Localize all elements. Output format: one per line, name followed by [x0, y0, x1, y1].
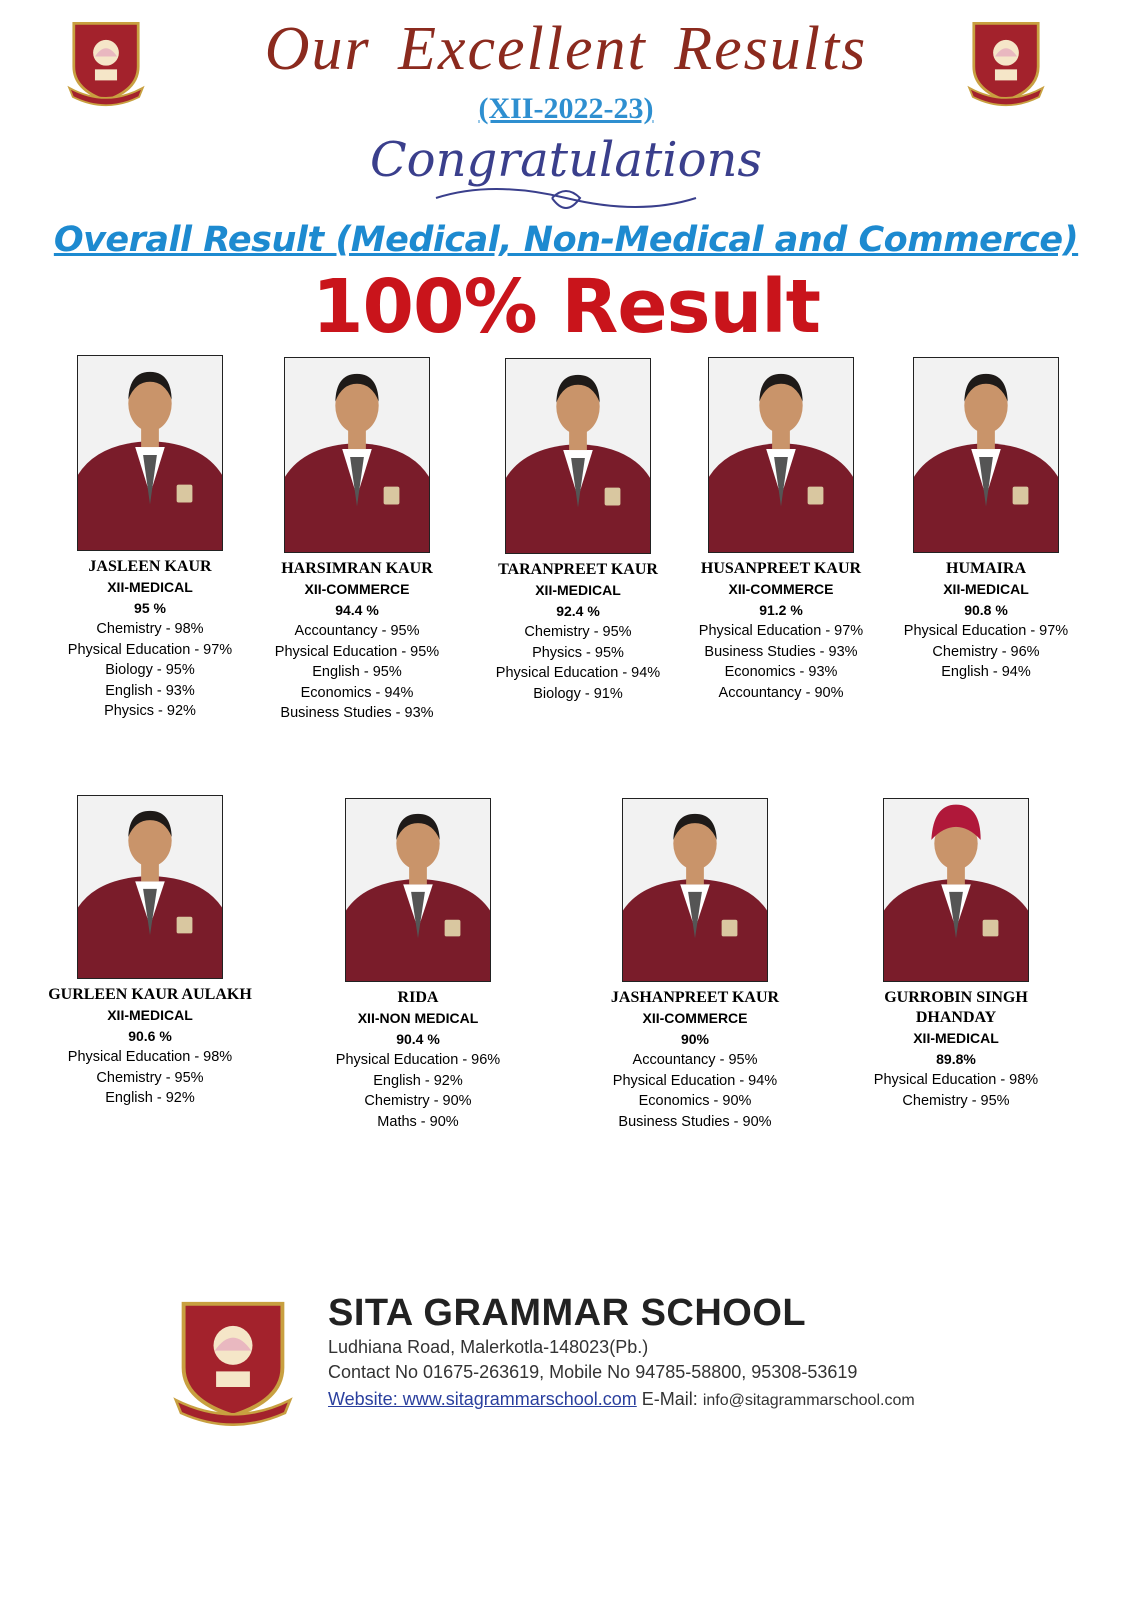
student-photo [77, 355, 223, 551]
subject-score: Physical Education - 97% [903, 623, 1069, 639]
student-name: RIDA [397, 989, 439, 1006]
student-class: XII-MEDICAL [943, 581, 1029, 597]
email-label: E-Mail: [641, 1389, 698, 1409]
subject-score: Physics - 92% [104, 703, 196, 719]
student-photo [284, 357, 430, 553]
session-label: (XII-2022-23) [478, 92, 654, 125]
school-name: SITA GRAMMAR SCHOOL [328, 1292, 807, 1334]
student-photo [883, 798, 1029, 982]
subject-score: Accountancy - 95% [632, 1052, 758, 1068]
student-card [247, 357, 467, 724]
student-class: XII-COMMERCE [304, 581, 410, 597]
student-percentage: 90.6 % [128, 1028, 172, 1044]
flourish-icon [432, 178, 700, 218]
student-percentage: 91.2 % [759, 602, 803, 618]
subject-score: Accountancy - 95% [294, 623, 420, 639]
student-card [40, 795, 260, 1109]
subject-score: Physical Education - 94% [495, 665, 661, 681]
student-percentage: 95 % [134, 600, 166, 616]
subject-score: Physical Education - 97% [67, 641, 233, 658]
subject-score: Biology - 95% [105, 662, 195, 678]
student-name: HUSANPREET KAUR [700, 560, 862, 577]
subject-score: Chemistry - 90% [364, 1093, 472, 1109]
page-title: Our Excellent Results [264, 15, 868, 83]
subject-score: English - 95% [312, 664, 402, 680]
student-percentage: 89.8% [936, 1051, 976, 1067]
student-card [671, 357, 891, 703]
subject-score: Physical Education - 98% [873, 1072, 1039, 1088]
email-address[interactable]: info@sitagrammarschool.com [702, 1392, 915, 1409]
student-class: XII-COMMERCE [642, 1010, 748, 1026]
subject-score: Business Studies - 93% [280, 705, 434, 721]
student-name: HARSIMRAN KAUR [281, 560, 433, 577]
student-photo [622, 798, 768, 982]
student-class: XII-COMMERCE [728, 581, 834, 597]
student-name: HUMAIRA [946, 560, 1026, 577]
student-name: JASLEEN KAUR [88, 558, 212, 575]
congratulations-text: Congratulations [369, 132, 763, 188]
school-address: Ludhiana Road, Malerkotla-148023(Pb.) [328, 1337, 649, 1357]
student-name: GURLEEN KAUR AULAKH [48, 986, 252, 1003]
student-class: XII-MEDICAL [913, 1030, 999, 1046]
subject-score: Physical Education - 97% [698, 623, 864, 639]
subject-score: English - 92% [373, 1072, 463, 1089]
subject-score: Physics - 95% [532, 644, 624, 661]
subject-score: Business Studies - 90% [618, 1113, 772, 1130]
subject-score: Physical Education - 94% [612, 1072, 778, 1089]
student-percentage: 90.8 % [964, 602, 1008, 618]
student-card [40, 355, 260, 722]
student-photo [913, 357, 1059, 553]
student-class: XII-MEDICAL [535, 582, 621, 598]
student-name: JASHANPREET KAUR [610, 989, 780, 1006]
student-class: XII-NON MEDICAL [357, 1010, 479, 1026]
school-contact: Contact No 01675-263619, Mobile No 94785-58800, 95308-53619 [328, 1362, 858, 1382]
subject-score: English - 94% [941, 664, 1031, 680]
result-banner: 100% Result [311, 264, 820, 350]
student-percentage: 94.4 % [335, 602, 379, 618]
subject-score: Economics - 93% [724, 664, 838, 680]
student-name: TARANPREET KAUR [498, 561, 658, 578]
student-photo [77, 795, 223, 979]
subject-score: Economics - 94% [300, 684, 414, 701]
student-card [468, 358, 688, 704]
subject-score: Physical Education - 98% [67, 1049, 233, 1065]
subject-score: Chemistry - 98% [96, 621, 204, 637]
subject-score: English - 93% [105, 682, 195, 699]
student-photo [505, 358, 651, 554]
subject-score: English - 92% [105, 1090, 195, 1106]
subject-score: Chemistry - 95% [524, 624, 632, 640]
website-link[interactable]: Website: www.sitagrammarschool.com [328, 1389, 637, 1409]
student-card [308, 798, 528, 1132]
subject-score: Accountancy - 90% [718, 684, 844, 701]
subject-score: Business Studies - 93% [704, 643, 858, 660]
student-card [846, 798, 1066, 1111]
overall-result-heading: Overall Result (Medical, Non-Medical and Commerce) [53, 220, 1079, 260]
subject-score: Economics - 90% [638, 1093, 752, 1109]
subject-score: Chemistry - 96% [932, 643, 1040, 660]
subject-score: Physical Education - 95% [274, 643, 440, 660]
school-crest-footer-icon [168, 1296, 298, 1426]
student-class: XII-MEDICAL [107, 1007, 193, 1023]
student-photo [708, 357, 854, 553]
student-name: GURROBIN SINGH DHANDAY [884, 989, 1028, 1026]
student-card [876, 357, 1096, 683]
subject-score: Chemistry - 95% [902, 1092, 1010, 1109]
subject-score: Chemistry - 95% [96, 1069, 204, 1086]
student-percentage: 92.4 % [556, 603, 600, 619]
subject-score: Biology - 91% [533, 685, 623, 702]
student-percentage: 90.4 % [396, 1031, 440, 1047]
subject-score: Maths - 90% [377, 1113, 459, 1130]
student-class: XII-MEDICAL [107, 579, 193, 595]
student-photo [345, 798, 491, 982]
student-card [585, 798, 805, 1132]
subject-score: Physical Education - 96% [335, 1052, 501, 1068]
student-percentage: 90% [680, 1031, 710, 1047]
